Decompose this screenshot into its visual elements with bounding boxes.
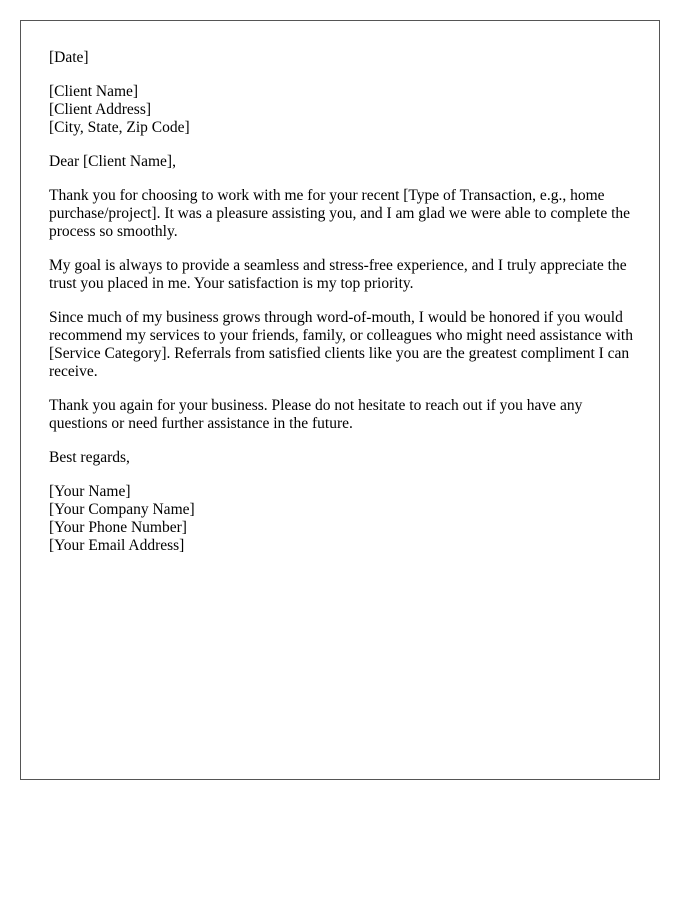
letter-page [20,20,660,780]
signature-name: [Your Name] [49,483,131,500]
letter-date: [Date] [49,49,89,66]
body-paragraph-3: Since much of my business grows through word-of-mouth, I would be honored if you would recommend my services to your friends, family, or colleagues who might need assistance with [Service Category]. Referrals from satisfied clients like you are the greatest compliment I can receive. [49,309,633,380]
body-paragraph-1: Thank you for choosing to work with me for your recent [Type of Transaction, e.g., home purchase/project]. It was a pleasure assisting you, and I am glad we were able to complete the process so smoothly. [49,187,631,240]
recipient-city-state-zip: [City, State, Zip Code] [49,119,190,136]
recipient-address: [Client Address] [49,101,152,118]
closing: Best regards, [49,449,130,466]
letter-content [49,49,639,571]
signature-block [49,483,639,555]
recipient-name: [Client Name] [49,83,139,100]
signature-company: [Your Company Name] [49,501,195,518]
body-paragraph-4: Thank you again for your business. Please do not hesitate to reach out if you have any questions or need further assistance in the future. [49,397,583,432]
letter-date-block [49,49,639,67]
signature-phone: [Your Phone Number] [49,519,187,536]
recipient-block [49,83,639,137]
salutation: Dear [Client Name], [49,153,176,170]
signature-email: [Your Email Address] [49,537,185,554]
body-paragraph-2: My goal is always to provide a seamless and stress-free experience, and I truly appreciate the trust you placed in me. Your satisfaction is my top priority. [49,257,627,292]
